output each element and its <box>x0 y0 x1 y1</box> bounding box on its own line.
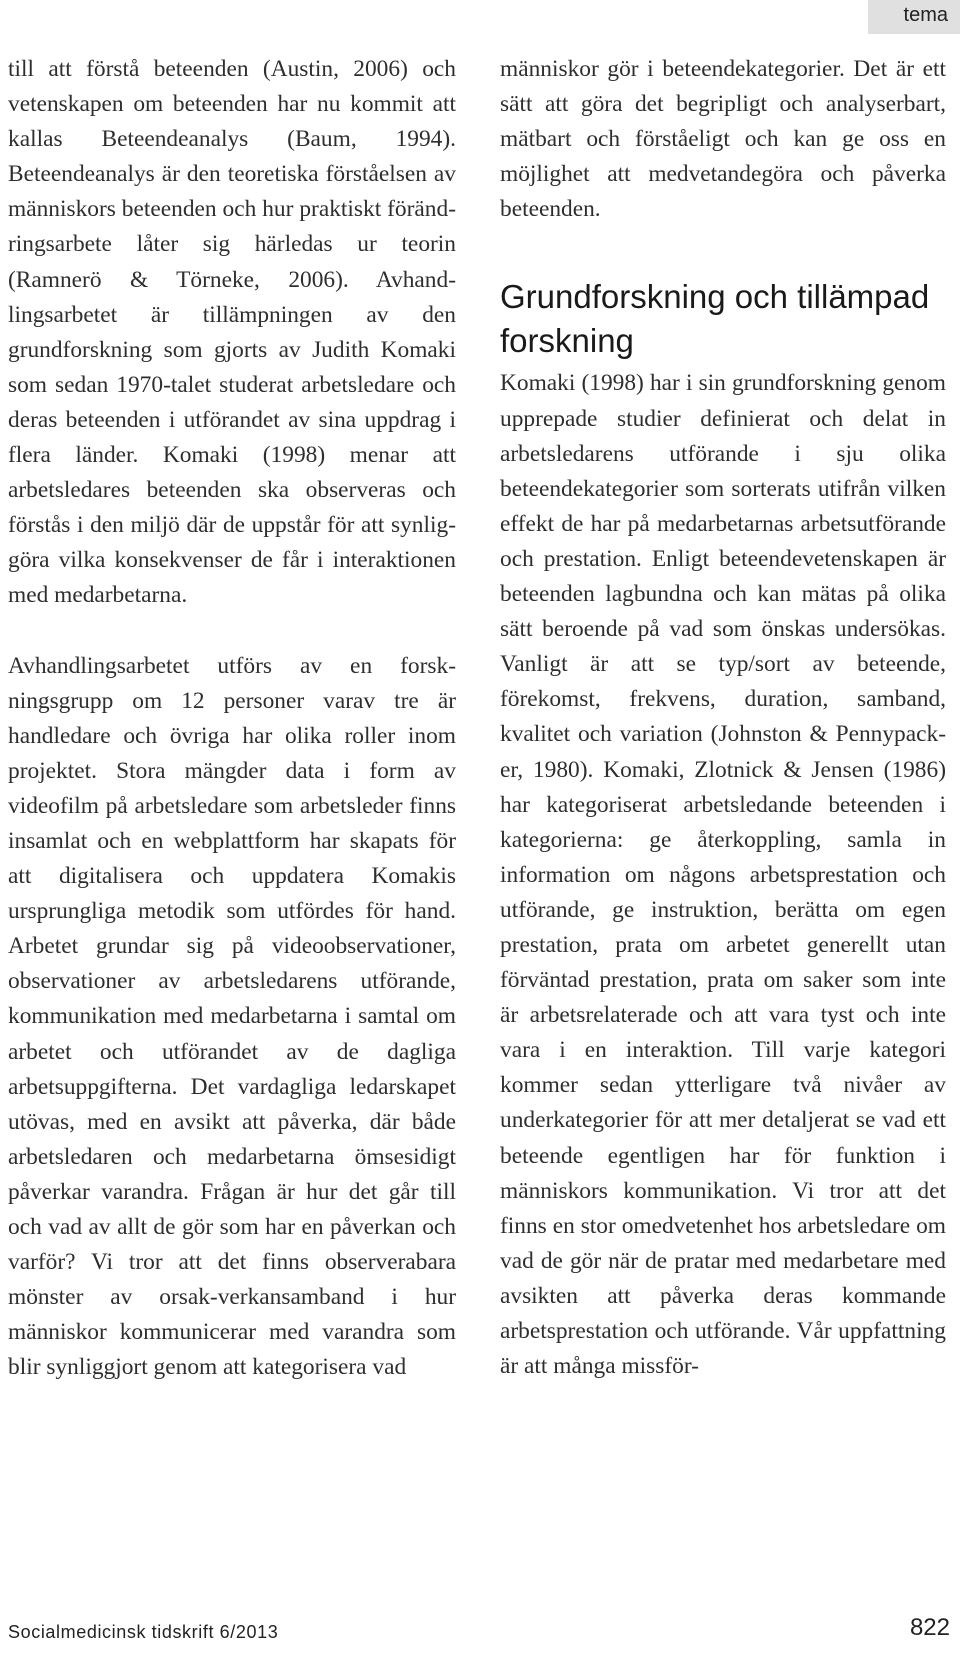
left-column <box>8 52 456 1385</box>
body-paragraph: till att förstå beteenden (Austin, 2006) och vetenskapen om beteenden har nu kommit att kallas Beteendeanalys (Baum, 1994). Beteendeanalys är den teoretiska förståelsen av människors beteenden och hur praktiskt förändringsarbete låter sig härledas ur teorin (Ramnerö & Törneke, 2006). Avhandlingsarbetet är tillämpningen av den grundforskning som gjorts av Judith Komaki som sedan 1970-talet studerat arbetsledare och deras beteenden i utförandet av sina uppdrag i flera länder. Komaki (1998) menar att arbetsledares beteenden ska observeras och förstås i den miljö där de uppstår för att synliggöra vilka konsekvenser de får i interaktionen med medarbetarna. <box>8 56 456 609</box>
body-paragraph: Avhandlingsarbetet utförs av en forskningsgrupp om 12 personer varav tre är handledare och övriga har olika roller inom projektet. Stora mängder data i form av videofilm på arbetsledare som arbetsleder finns insamlat och en webplattform har skapats för att digitalisera och uppdatera Komakis ursprungliga metodik som utfördes för hand. Arbetet grundar sig på videoobservationer, observationer av arbetsledarens utförande, kommunikation med medarbetarna i samtal om arbetet och utförandet av de dagliga arbetsuppgifterna. Det vardagliga ledarskapet utövas, med en avsikt att påverka, där både arbetsledaren och medarbetarna ömsesidigt påverkar varandra. Frågan är hur det går till och vad av allt de gör som har en påverkan och varför? Vi tror att det finns observerabara mönster av orsak-verkansamband i hur människor kommunicerar med varandra som blir synliggjort genom att kategorisera vad <box>8 652 456 1381</box>
intro-paragraph: människor gör i beteendekategorier. Det är ett sätt att göra det begripligt och analyserbart, mätbart och förståeligt och kan ge oss en möjlighet att medvetandegöra och påverka beteenden. <box>500 56 946 223</box>
journal-name: Socialmedicinsk tidskrift 6/2013 <box>8 1622 279 1642</box>
section-heading: Grundforskning och tillämpad forskning <box>500 278 930 360</box>
body-paragraph: Komaki (1998) har i sin grundforskning genom upprepade studier definierat och delat in arbetsledarens utförande i sju olika beteendekategorier som sorterats utifrån vilken effekt de har på medarbetarnas arbetsutförande och prestation. Enligt beteendevetenskapen är beteenden lagbundna och kan mätas på olika sätt beroende på vad som önskas undersökas. Vanligt är att se typ/sort av beteende, förekomst, frekvens, duration, samband, kvalitet och variation (Johnston & Pennypacker, 1980). Komaki, Zlotnick & Jensen (1986) har kategoriserat arbetsledande beteenden i kategorierna: ge återkoppling, samla in information om någons arbetsprestation och utförande, ge instruktion, berätta om egen prestation, prata om arbetet generellt utan förväntad prestation, prata om saker som inte är arbetsrelaterade och att vara tyst och inte vara i en interaktion. Till varje kategori kommer sedan ytterligare två nivåer av underkategorier för att mer detaljerat se vad ett beteende egentligen har för funktion i människors kommunikation. Vi tror att det finns en stor omedvetenhet hos arbetsledare om vad de gör när de pratar med medarbetare med avsikten att påverka deras kommande arbetsprestation och utförande. Vår uppfattning är att många missför- <box>500 370 946 1380</box>
section-tag: tema <box>868 0 960 34</box>
page-number: 822 <box>909 1614 950 1641</box>
right-column <box>500 52 946 1384</box>
